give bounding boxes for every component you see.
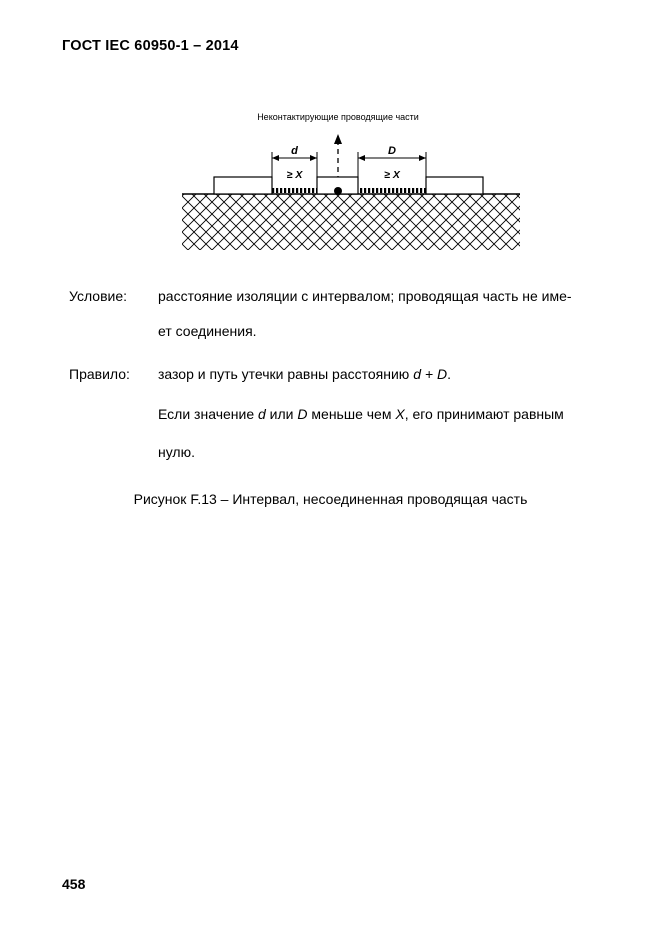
condition-line-1: расстояние изоляции с интервалом; проводящая часть не име- (158, 288, 572, 304)
top-label: Неконтактирующие проводящие части (257, 112, 419, 122)
rule-p2-d: d (258, 406, 266, 422)
figure-caption: Рисунок F.13 – Интервал, несоединенная проводящая часть (133, 491, 528, 507)
dim-left-arrow-a (272, 155, 279, 161)
rule-line-1-prefix: зазор и путь утечки равны расстоянию (158, 366, 414, 382)
dim-right-arrow-b (419, 155, 426, 161)
gap-left-label: ≥ X (286, 169, 303, 181)
gap-right-label: ≥ X (384, 169, 400, 181)
base-hatch (182, 194, 520, 250)
contact-point (334, 187, 342, 195)
condition-label: Условие: (69, 288, 128, 304)
rule-formula: d + D (413, 366, 448, 382)
condition-line-2: ет соединения. (158, 323, 257, 339)
arrow-head (334, 134, 342, 144)
rule-p2-e: , его принимают равным (404, 406, 564, 422)
document-header: ГОСТ IEC 60950-1 – 2014 (62, 38, 239, 54)
dim-right-arrow-a (358, 155, 365, 161)
path-left (272, 188, 317, 193)
rule-p2-b: или (265, 406, 298, 422)
dim-left-arrow-b (310, 155, 317, 161)
rule-line-1-suffix: . (447, 366, 451, 382)
dim-d-label: d (291, 145, 298, 157)
rule-p2-X: X (395, 406, 405, 422)
dim-D-label: D (388, 145, 396, 157)
rule-paragraph-2-line-2: нулю. (158, 444, 195, 460)
rule-label: Правило: (69, 366, 130, 382)
page-number: 458 (62, 876, 86, 892)
rule-p2-D: D (297, 406, 308, 422)
rule-p2-c: меньше чем (307, 406, 396, 422)
right-conductor (426, 177, 483, 194)
rule-line-1 (158, 366, 451, 382)
left-conductor (214, 177, 272, 194)
rule-paragraph-2 (158, 406, 564, 422)
rule-p2-a: Если значение (158, 406, 258, 422)
figure-f13-diagram (176, 106, 526, 256)
path-right (358, 188, 426, 193)
